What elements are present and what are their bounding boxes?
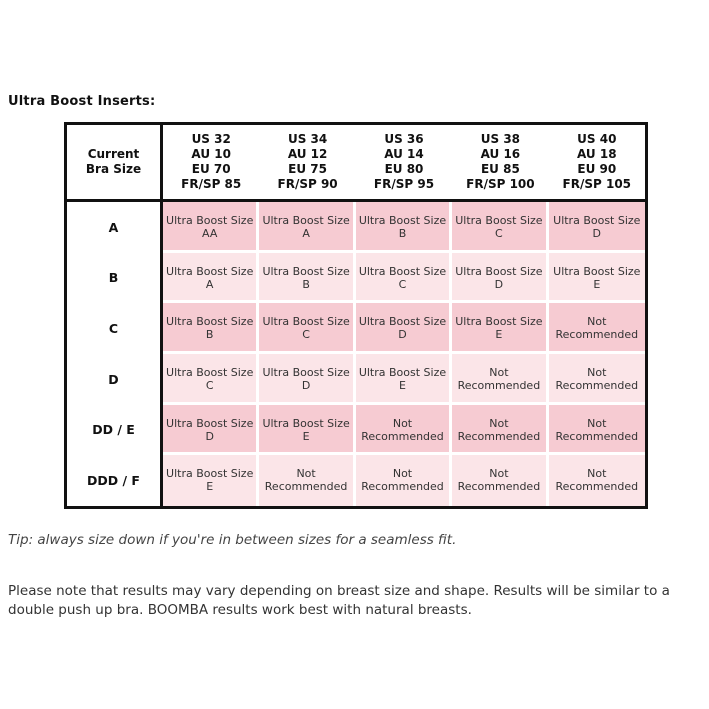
column-header-line: US 36 (384, 132, 424, 146)
cell-line: C (302, 328, 310, 342)
cell-line: Not (392, 416, 413, 430)
corner-header (67, 125, 163, 202)
cell-line: D (301, 379, 311, 392)
cell-line: Recommended (457, 429, 541, 443)
table-cell (549, 405, 645, 456)
column-header-line: US 38 (480, 132, 521, 146)
table-cell (259, 405, 355, 456)
cell-line: Recommended (361, 429, 444, 443)
cell-line: AA (202, 227, 218, 240)
table-cell (259, 202, 355, 253)
table-cell (356, 455, 452, 506)
row-label: D (67, 354, 163, 405)
cell-line: Recommended (361, 480, 444, 494)
row-label: A (67, 202, 163, 253)
cell-line: C (495, 227, 503, 240)
cell-line: Ultra Boost Size (166, 467, 254, 481)
cell-line: Recommended (457, 480, 541, 494)
cell-line: E (399, 379, 406, 392)
column-header (452, 125, 548, 202)
table-cell (259, 303, 355, 354)
column-header-line: AU 18 (577, 147, 617, 161)
row-label: DDD / F (67, 455, 163, 506)
table-cell (452, 202, 548, 253)
table-cell (259, 455, 355, 506)
cell-line: E (593, 277, 601, 291)
cell-line: Recommended (555, 480, 639, 494)
column-header-line: US 34 (287, 132, 328, 146)
cell-line: C (398, 277, 407, 291)
cell-line: Not (489, 416, 509, 430)
cell-line: Ultra Boost Size (455, 315, 543, 329)
table-cell (549, 253, 645, 304)
cell-line: Ultra Boost Size (553, 264, 641, 278)
cell-line: Not (587, 366, 607, 379)
column-header-line: FR/SP 90 (277, 177, 338, 191)
column-header (549, 125, 645, 202)
table-cell (549, 303, 645, 354)
table-cell (549, 202, 645, 253)
column-header-line: AU 14 (384, 147, 424, 161)
tip-text: Tip: always size down if you're in between sizes for a seamless fit. (8, 532, 457, 548)
column-header-line: US 32 (191, 132, 231, 146)
cell-line: Ultra Boost Size (166, 214, 254, 227)
table-cell (356, 253, 452, 304)
cell-line: Ultra Boost Size (166, 416, 254, 430)
cell-line: Ultra Boost Size (166, 264, 254, 278)
cell-line: Ultra Boost Size (262, 264, 350, 278)
column-header-line: FR/SP 100 (466, 177, 535, 191)
column-header-line: AU 12 (287, 147, 328, 161)
column-header-line: FR/SP 95 (373, 177, 435, 191)
cell-line: Recommended (264, 480, 348, 494)
column-header-line: AU 10 (191, 147, 231, 161)
table-cell (259, 253, 355, 304)
table-cell (163, 253, 259, 304)
cell-line: E (302, 429, 310, 443)
cell-line: B (302, 277, 310, 291)
column-header-line: EU 85 (480, 162, 520, 176)
cell-line: Ultra Boost Size (262, 416, 350, 430)
cell-line: Not (489, 467, 509, 481)
cell-line: C (205, 379, 214, 392)
size-chart-table (64, 122, 648, 509)
column-header (356, 125, 452, 202)
cell-line: D (592, 227, 602, 240)
cell-line: Ultra Boost Size (166, 315, 254, 329)
column-header-line: US 40 (577, 132, 617, 146)
column-header-line: EU 90 (577, 162, 617, 176)
cell-line: Recommended (555, 328, 639, 342)
cell-line: Ultra Boost Size (166, 366, 254, 379)
table-cell (549, 455, 645, 506)
table-cell (163, 202, 259, 253)
table-cell (259, 354, 355, 405)
table-cell (452, 405, 548, 456)
column-header (163, 125, 259, 202)
table-cell (163, 303, 259, 354)
cell-line: Ultra Boost Size (358, 264, 447, 278)
note-text: Please note that results may vary depending on breast size and shape. Results will be similar to a double push up bra. BOOMBA results work best with natural breasts. (8, 583, 670, 618)
table-cell (452, 303, 548, 354)
corner-line: Bra Size (85, 162, 142, 176)
cell-line: Ultra Boost Size (553, 214, 641, 227)
cell-line: Recommended (457, 379, 541, 392)
table-cell (356, 303, 452, 354)
row-label: B (67, 253, 163, 304)
cell-line: Ultra Boost Size (358, 214, 447, 227)
row-label: DD / E (67, 405, 163, 456)
table-cell (356, 202, 452, 253)
cell-line: Not (489, 366, 509, 379)
cell-line: D (494, 277, 504, 291)
cell-line: Not (587, 416, 607, 430)
table-cell (163, 354, 259, 405)
cell-line: Not (587, 467, 607, 481)
cell-line: Not (392, 467, 413, 481)
cell-line: Ultra Boost Size (262, 214, 350, 227)
cell-line: Ultra Boost Size (358, 315, 447, 329)
table-cell (163, 455, 259, 506)
cell-line: E (206, 480, 214, 494)
column-header-line: EU 80 (384, 162, 424, 176)
cell-line: Not (296, 467, 316, 481)
table-cell (163, 405, 259, 456)
table-cell (356, 354, 452, 405)
cell-line: Ultra Boost Size (358, 366, 447, 379)
cell-line: B (398, 227, 407, 240)
cell-line: Recommended (555, 379, 639, 392)
cell-line: A (205, 277, 214, 291)
cell-line: Not (587, 315, 607, 329)
cell-line: Ultra Boost Size (455, 214, 543, 227)
table-cell (549, 354, 645, 405)
cell-line: E (495, 328, 503, 342)
table-cell (452, 455, 548, 506)
column-header-line: EU 75 (288, 162, 327, 176)
cell-line: B (205, 328, 214, 342)
column-header (259, 125, 355, 202)
table-cell (452, 253, 548, 304)
column-header-line: AU 16 (480, 147, 521, 161)
section-heading: Ultra Boost Inserts: (8, 94, 156, 109)
corner-line: Current (87, 147, 140, 161)
column-header-line: EU 70 (191, 162, 231, 176)
table-cell (452, 354, 548, 405)
cell-line: D (398, 328, 407, 342)
cell-line: Recommended (555, 429, 639, 443)
cell-line: A (302, 227, 310, 240)
table-cell (356, 405, 452, 456)
cell-line: D (205, 429, 214, 443)
column-header-line: FR/SP 85 (181, 177, 242, 191)
cell-line: Ultra Boost Size (455, 264, 543, 278)
column-header-line: FR/SP 105 (562, 177, 632, 191)
row-label: C (67, 303, 163, 354)
cell-line: Ultra Boost Size (262, 366, 350, 379)
cell-line: Ultra Boost Size (262, 315, 350, 329)
